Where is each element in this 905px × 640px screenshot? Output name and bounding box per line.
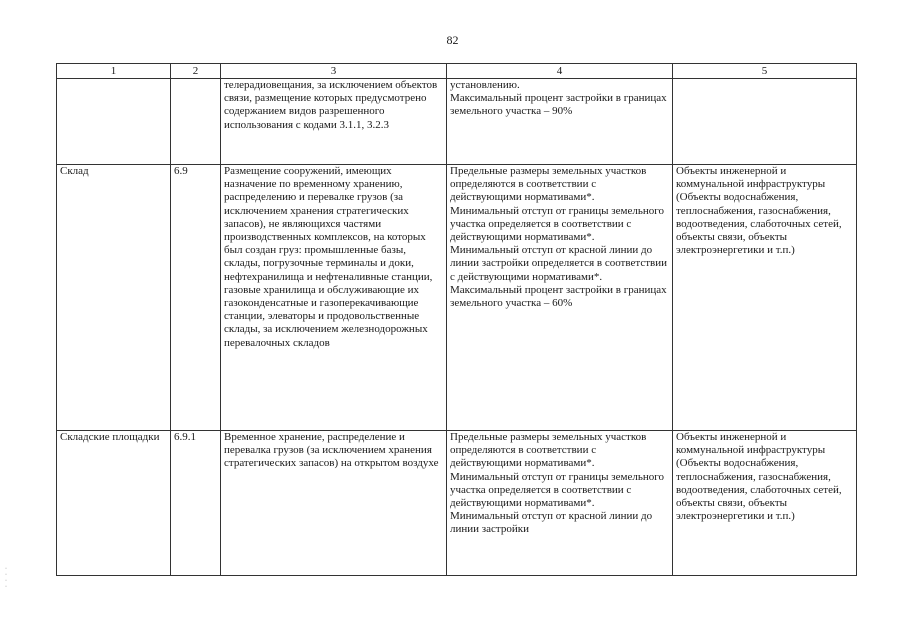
- use-name-cell: Склад: [57, 165, 171, 431]
- column-header-4: 4: [447, 64, 673, 79]
- table-row: [57, 79, 857, 165]
- land-use-table: [56, 63, 857, 576]
- use-code-cell: [171, 79, 221, 165]
- parameters-cell: Предельные размеры земельных участков определяются в соответствии с действующими нормативами*. Минимальный отступ от границы земельного участка определяется в соответствии с действующими нормативами*. Минимальный отступ от красной линии до линии застройки: [447, 431, 673, 576]
- auxiliary-objects-cell: Объекты инженерной и коммунальной инфраструктуры (Объекты водоснабжения, теплоснабжения, газоснабжения, водоотведения, слаботочных сетей, объекты связи, объекты электроэнергетики и т.п.): [673, 431, 857, 576]
- use-description-cell: Размещение сооружений, имеющих назначение по временному хранению, распределению и перевалке грузов (за исключением хранения стратегических запасов), не являющихся частями производственных комплексов, на которых был создан груз: промышленные базы, склады, погрузочные терминалы и доки, нефтехранилища и нефтеналивные станции, газовые хранилища и обслуживающие их газоконденсатные и газоперекачивающие станции, элеваторы и продовольственные склады, за исключением железнодорожных перевалочных складов: [221, 165, 447, 431]
- column-header-2: 2: [171, 64, 221, 79]
- parameters-cell: установлению. Максимальный процент застройки в границах земельного участка – 90%: [447, 79, 673, 165]
- auxiliary-objects-cell: Объекты инженерной и коммунальной инфраструктуры (Объекты водоснабжения, теплоснабжения, газоснабжения, водоотведения, слаботочных сетей, объекты связи, объекты электроэнергетики и т.п.): [673, 165, 857, 431]
- column-header-1: 1: [57, 64, 171, 79]
- page-number: 82: [446, 33, 459, 47]
- use-description-cell: телерадиовещания, за исключением объектов связи, размещение которых предусмотрено содержанием видов разрешенного использования с кодами 3.1.1, 3.2.3: [221, 79, 447, 165]
- column-header-5: 5: [673, 64, 857, 79]
- use-code-cell: 6.9: [171, 165, 221, 431]
- auxiliary-objects-cell: [673, 79, 857, 165]
- scan-margin-marks: · · · ·: [5, 566, 7, 590]
- column-header-3: 3: [221, 64, 447, 79]
- parameters-cell: Предельные размеры земельных участков определяются в соответствии с действующими нормативами*. Минимальный отступ от границы земельного участка определяется в соответствии с действующими нормативами*. Минимальный отступ от красной линии до линии застройки определяется в соответствии с действующими нормативами*. Максимальный процент застройки в границах земельного участка – 60%: [447, 165, 673, 431]
- use-code-cell: 6.9.1: [171, 431, 221, 576]
- use-name-cell: [57, 79, 171, 165]
- table-row: [57, 165, 857, 431]
- use-name-cell: Складские площадки: [57, 431, 171, 576]
- header-row: [57, 64, 857, 79]
- table-row: [57, 431, 857, 576]
- use-description-cell: Временное хранение, распределение и перевалка грузов (за исключением хранения стратегических запасов) на открытом воздухе: [221, 431, 447, 576]
